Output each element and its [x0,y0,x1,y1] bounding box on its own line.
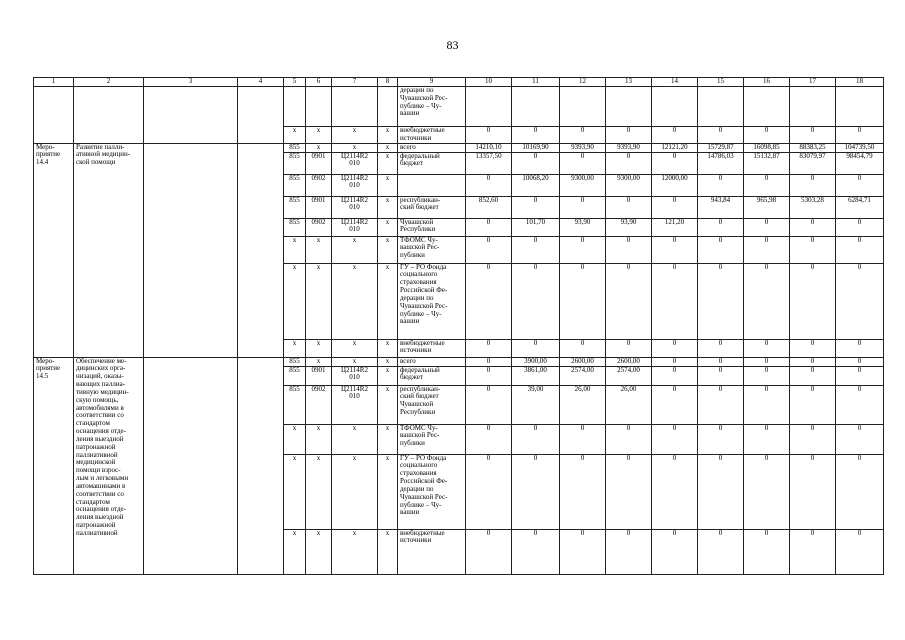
amount-cell: 98454,79 [836,152,884,174]
amount-cell: 0 [744,263,790,339]
amount-cell: 0 [836,366,884,385]
budget-code-cell: Ц2114R2 010 [332,385,378,424]
budget-code-cell: x [332,127,378,144]
amount-cell: 0 [512,339,560,357]
budget-code-cell: x [332,339,378,357]
amount-cell: 0 [698,385,744,424]
amount-cell: 14210,10 [466,143,512,152]
amount-cell: 0 [698,357,744,366]
budget-code-cell: x [306,529,332,574]
measure-col4-cell [238,143,284,357]
funding-source-cell: внебюджетные источники [398,529,466,574]
amount-cell: 0 [466,236,512,263]
amount-cell: 0 [744,127,790,144]
budget-code-cell: x [378,152,398,174]
amount-cell: 0 [652,366,698,385]
amount-cell: 0 [512,236,560,263]
amount-cell: 0 [606,152,652,174]
amount-cell: 0 [698,424,744,454]
amount-cell: 0 [790,174,836,196]
measure-name-cell: Развитие палли- ативной медицин- ской помощи [74,143,144,357]
amount-cell: 0 [512,127,560,144]
amount-cell: 0 [652,385,698,424]
budget-code-cell: x [378,143,398,152]
budget-code-cell: Ц2114R2 010 [332,152,378,174]
budget-code-cell: x [378,174,398,196]
budget-code-cell: x [378,454,398,529]
budget-code-cell: x [378,236,398,263]
amount-cell: 0 [698,366,744,385]
amount-cell: 26,00 [560,385,606,424]
amount-cell: 0 [606,236,652,263]
amount-cell: 93,90 [606,218,652,236]
amount-cell: 88383,25 [790,143,836,152]
amount-cell: 0 [836,263,884,339]
amount-cell: 0 [744,424,790,454]
amount-cell [698,87,744,127]
budget-code-cell: x [332,357,378,366]
amount-cell: 0 [466,339,512,357]
budget-code-cell: x [306,357,332,366]
amount-cell: 12000,00 [652,174,698,196]
amount-cell: 0 [466,385,512,424]
budget-code-cell: x [306,236,332,263]
funding-source-cell: внебюджетные источники [398,339,466,357]
amount-cell: 0 [790,424,836,454]
amount-cell: 0 [560,424,606,454]
amount-cell: 0 [698,529,744,574]
amount-cell: 0 [790,263,836,339]
measure-col4-cell [238,357,284,574]
funding-source-cell: федеральный бюджет [398,152,466,174]
amount-cell: 3900,00 [512,357,560,366]
budget-code-cell: Ц2114R2 010 [332,196,378,218]
amount-cell: 0 [606,454,652,529]
column-number-header: 11 [512,78,560,87]
budget-code-cell: x [306,263,332,339]
budget-code-cell: 0902 [306,174,332,196]
amount-cell: 0 [836,529,884,574]
amount-cell: 13357,50 [466,152,512,174]
amount-cell: 0 [560,454,606,529]
amount-cell [744,87,790,127]
funding-source-cell [398,174,466,196]
budget-code-cell: 855 [284,196,306,218]
amount-cell: 0 [606,339,652,357]
amount-cell: 0 [698,218,744,236]
amount-cell: 0 [698,263,744,339]
amount-cell: 0 [652,127,698,144]
cont-event-cell [34,87,74,144]
amount-cell: 0 [560,529,606,574]
amount-cell: 26,00 [606,385,652,424]
amount-cell: 0 [512,529,560,574]
column-number-header: 8 [378,78,398,87]
amount-cell: 0 [512,424,560,454]
amount-cell: 0 [790,385,836,424]
budget-code-cell: x [284,424,306,454]
budget-code-cell: x [378,424,398,454]
funding-source-cell: внебюджетные источники [398,127,466,144]
budget-code-cell: x [306,424,332,454]
amount-cell: 0 [560,339,606,357]
amount-cell: 0 [836,236,884,263]
funding-source-cell: ТФОМС Чу- вашской Рес- публики [398,236,466,263]
budget-code-cell: 0902 [306,385,332,424]
funding-source-cell: ГУ – РО Фонда социального страхования Российской Фе- дерации по Чувашской Рес- публике – Чу- вашии [398,454,466,529]
budget-code-cell: x [378,357,398,366]
funding-source-cell: федеральный бюджет [398,366,466,385]
column-number-header: 7 [332,78,378,87]
financing-table [33,77,884,575]
amount-cell: 9300,00 [560,174,606,196]
amount-cell: 0 [652,424,698,454]
amount-cell: 0 [652,236,698,263]
budget-code-cell: x [284,529,306,574]
amount-cell: 39,00 [512,385,560,424]
amount-cell: 10169,90 [512,143,560,152]
page-number: 83 [446,38,459,52]
column-number-header: 15 [698,78,744,87]
measure-col3-cell [144,143,238,357]
amount-cell: 9393,90 [560,143,606,152]
column-number-header: 10 [466,78,512,87]
funding-source-cell: всего [398,357,466,366]
table-row [34,87,884,127]
amount-cell: 0 [836,385,884,424]
amount-cell: 0 [836,424,884,454]
budget-code-cell: x [378,339,398,357]
budget-code-cell: 0901 [306,152,332,174]
budget-code-cell: Ц2114R2 010 [332,174,378,196]
amount-cell: 0 [652,357,698,366]
amount-cell: 0 [512,454,560,529]
amount-cell: 0 [652,196,698,218]
column-numbers-row [34,78,884,87]
budget-code-cell: x [284,263,306,339]
budget-code-cell: 0901 [306,196,332,218]
amount-cell: 0 [790,218,836,236]
amount-cell: 121,20 [652,218,698,236]
column-number-header: 4 [238,78,284,87]
amount-cell: 0 [790,339,836,357]
amount-cell: 0 [744,357,790,366]
budget-code-cell: 0901 [306,366,332,385]
amount-cell: 0 [466,529,512,574]
amount-cell: 0 [790,529,836,574]
budget-code-cell: x [306,143,332,152]
budget-code-cell: x [284,236,306,263]
amount-cell: 0 [836,357,884,366]
budget-code-cell: 855 [284,366,306,385]
column-number-header: 1 [34,78,74,87]
amount-cell: 10068,20 [512,174,560,196]
column-number-header: 5 [284,78,306,87]
amount-cell: 0 [652,339,698,357]
measure-col3-cell [144,357,238,574]
budget-code-cell: 855 [284,357,306,366]
amount-cell: 0 [466,127,512,144]
amount-cell: 2600,00 [560,357,606,366]
amount-cell [560,87,606,127]
amount-cell: 0 [466,366,512,385]
amount-cell: 2574,00 [606,366,652,385]
amount-cell: 0 [744,366,790,385]
budget-code-cell: x [378,218,398,236]
measure-label-cell: Меро- приятие 14.5 [34,357,74,574]
funding-source-cell: республикан- ский бюджет [398,196,466,218]
budget-code-cell: x [284,339,306,357]
amount-cell: 0 [836,174,884,196]
amount-cell: 12121,20 [652,143,698,152]
budget-code-cell [378,87,398,127]
amount-cell: 943,84 [698,196,744,218]
amount-cell: 9393,90 [606,143,652,152]
amount-cell: 0 [744,218,790,236]
column-number-header: 14 [652,78,698,87]
column-number-header: 6 [306,78,332,87]
amount-cell [652,87,698,127]
amount-cell: 93,90 [560,218,606,236]
amount-cell: 0 [698,236,744,263]
amount-cell: 0 [560,196,606,218]
funding-source-cell: всего [398,143,466,152]
amount-cell: 0 [466,424,512,454]
column-number-header: 9 [398,78,466,87]
budget-code-cell: x [284,454,306,529]
budget-code-cell: x [378,366,398,385]
budget-code-cell: 0902 [306,218,332,236]
amount-cell: 0 [560,263,606,339]
amount-cell: 0 [606,263,652,339]
amount-cell: 852,60 [466,196,512,218]
amount-cell: 15132,87 [744,152,790,174]
amount-cell: 0 [652,529,698,574]
column-number-header: 16 [744,78,790,87]
budget-code-cell: x [306,339,332,357]
column-number-header: 12 [560,78,606,87]
budget-code-cell: x [378,127,398,144]
budget-code-cell: 855 [284,385,306,424]
amount-cell: 0 [836,127,884,144]
amount-cell: 0 [790,366,836,385]
budget-code-cell: 855 [284,174,306,196]
amount-cell: 0 [560,152,606,174]
amount-cell: 83079,97 [790,152,836,174]
budget-code-cell: x [332,424,378,454]
amount-cell: 0 [836,339,884,357]
amount-cell: 0 [698,127,744,144]
table-row [34,357,884,366]
budget-code-cell [306,87,332,127]
table-row [34,143,884,152]
amount-cell: 0 [744,339,790,357]
amount-cell: 0 [560,127,606,144]
amount-cell: 0 [744,385,790,424]
amount-cell [606,87,652,127]
column-number-header: 17 [790,78,836,87]
cont-col4-cell [238,87,284,144]
amount-cell [512,87,560,127]
amount-cell: 0 [790,127,836,144]
amount-cell: 101,70 [512,218,560,236]
budget-code-cell: 855 [284,143,306,152]
amount-cell: 0 [744,529,790,574]
amount-cell: 0 [466,454,512,529]
amount-cell: 0 [606,127,652,144]
amount-cell: 3861,00 [512,366,560,385]
cont-col3-cell [144,87,238,144]
amount-cell: 15729,87 [698,143,744,152]
measure-label-cell: Меро- приятие 14.4 [34,143,74,357]
amount-cell: 2574,00 [560,366,606,385]
amount-cell: 0 [836,454,884,529]
column-number-header: 2 [74,78,144,87]
amount-cell [836,87,884,127]
budget-code-cell: 855 [284,152,306,174]
amount-cell: 0 [652,152,698,174]
amount-cell: 16098,85 [744,143,790,152]
amount-cell: 0 [652,263,698,339]
column-number-header: 13 [606,78,652,87]
amount-cell: 0 [466,218,512,236]
budget-code-cell: x [378,263,398,339]
amount-cell: 965,98 [744,196,790,218]
budget-code-cell: x [332,263,378,339]
amount-cell: 0 [606,196,652,218]
amount-cell: 0 [790,454,836,529]
amount-cell: 9300,00 [606,174,652,196]
budget-code-cell: x [332,236,378,263]
amount-cell: 104739,50 [836,143,884,152]
amount-cell: 0 [744,174,790,196]
amount-cell: 0 [466,174,512,196]
amount-cell: 0 [512,152,560,174]
funding-source-cell: дерации по Чувашской Рес- публике – Чу- вашии [398,87,466,127]
amount-cell: 2600,00 [606,357,652,366]
cont-name-cell [74,87,144,144]
amount-cell: 0 [606,529,652,574]
amount-cell: 6284,71 [836,196,884,218]
amount-cell: 0 [744,454,790,529]
amount-cell: 0 [836,218,884,236]
amount-cell: 0 [466,263,512,339]
amount-cell: 0 [512,263,560,339]
budget-code-cell [332,87,378,127]
amount-cell: 0 [560,236,606,263]
amount-cell [466,87,512,127]
funding-source-cell: ГУ – РО Фонда социального страхования Российской Фе- дерации по Чувашской Рес- публике – Чу- вашии [398,263,466,339]
amount-cell: 0 [744,236,790,263]
budget-code-cell: x [378,196,398,218]
amount-cell: 0 [790,357,836,366]
amount-cell: 0 [466,357,512,366]
budget-code-cell [284,87,306,127]
budget-code-cell: x [378,529,398,574]
column-number-header: 18 [836,78,884,87]
amount-cell: 0 [698,454,744,529]
budget-code-cell: x [332,143,378,152]
budget-code-cell: x [306,454,332,529]
budget-code-cell: x [332,454,378,529]
amount-cell: 0 [512,196,560,218]
amount-cell: 0 [606,424,652,454]
amount-cell: 0 [698,174,744,196]
budget-code-cell: Ц2114R2 010 [332,218,378,236]
amount-cell: 5303,28 [790,196,836,218]
funding-source-cell: республикан- ский бюджет Чувашской Республики [398,385,466,424]
budget-code-cell: x [306,127,332,144]
column-number-header: 3 [144,78,238,87]
budget-code-cell: x [284,127,306,144]
measure-name-cell: Обеспечение ме- дицинских орга- низаций, оказы- вающих паллиа- тивную медицин- скую помощь, автомобилями в соответствии со стандартом оснащения отде- ления выездной патронажной паллиативной медицинской помощи взрос- лым и легковыми автомашинами в соответствии со стандартом оснащения отде- ления выездной патронажной паллиативной [74,357,144,574]
amount-cell: 14786,03 [698,152,744,174]
budget-code-cell: 855 [284,218,306,236]
funding-source-cell: ТФОМС Чу- вашской Рес- публики [398,424,466,454]
amount-cell: 0 [652,454,698,529]
funding-source-cell: Чувашской Республики [398,218,466,236]
amount-cell: 0 [790,236,836,263]
amount-cell [790,87,836,127]
budget-code-cell: Ц2114R2 010 [332,366,378,385]
amount-cell: 0 [698,339,744,357]
budget-code-cell: x [332,529,378,574]
budget-code-cell: x [378,385,398,424]
